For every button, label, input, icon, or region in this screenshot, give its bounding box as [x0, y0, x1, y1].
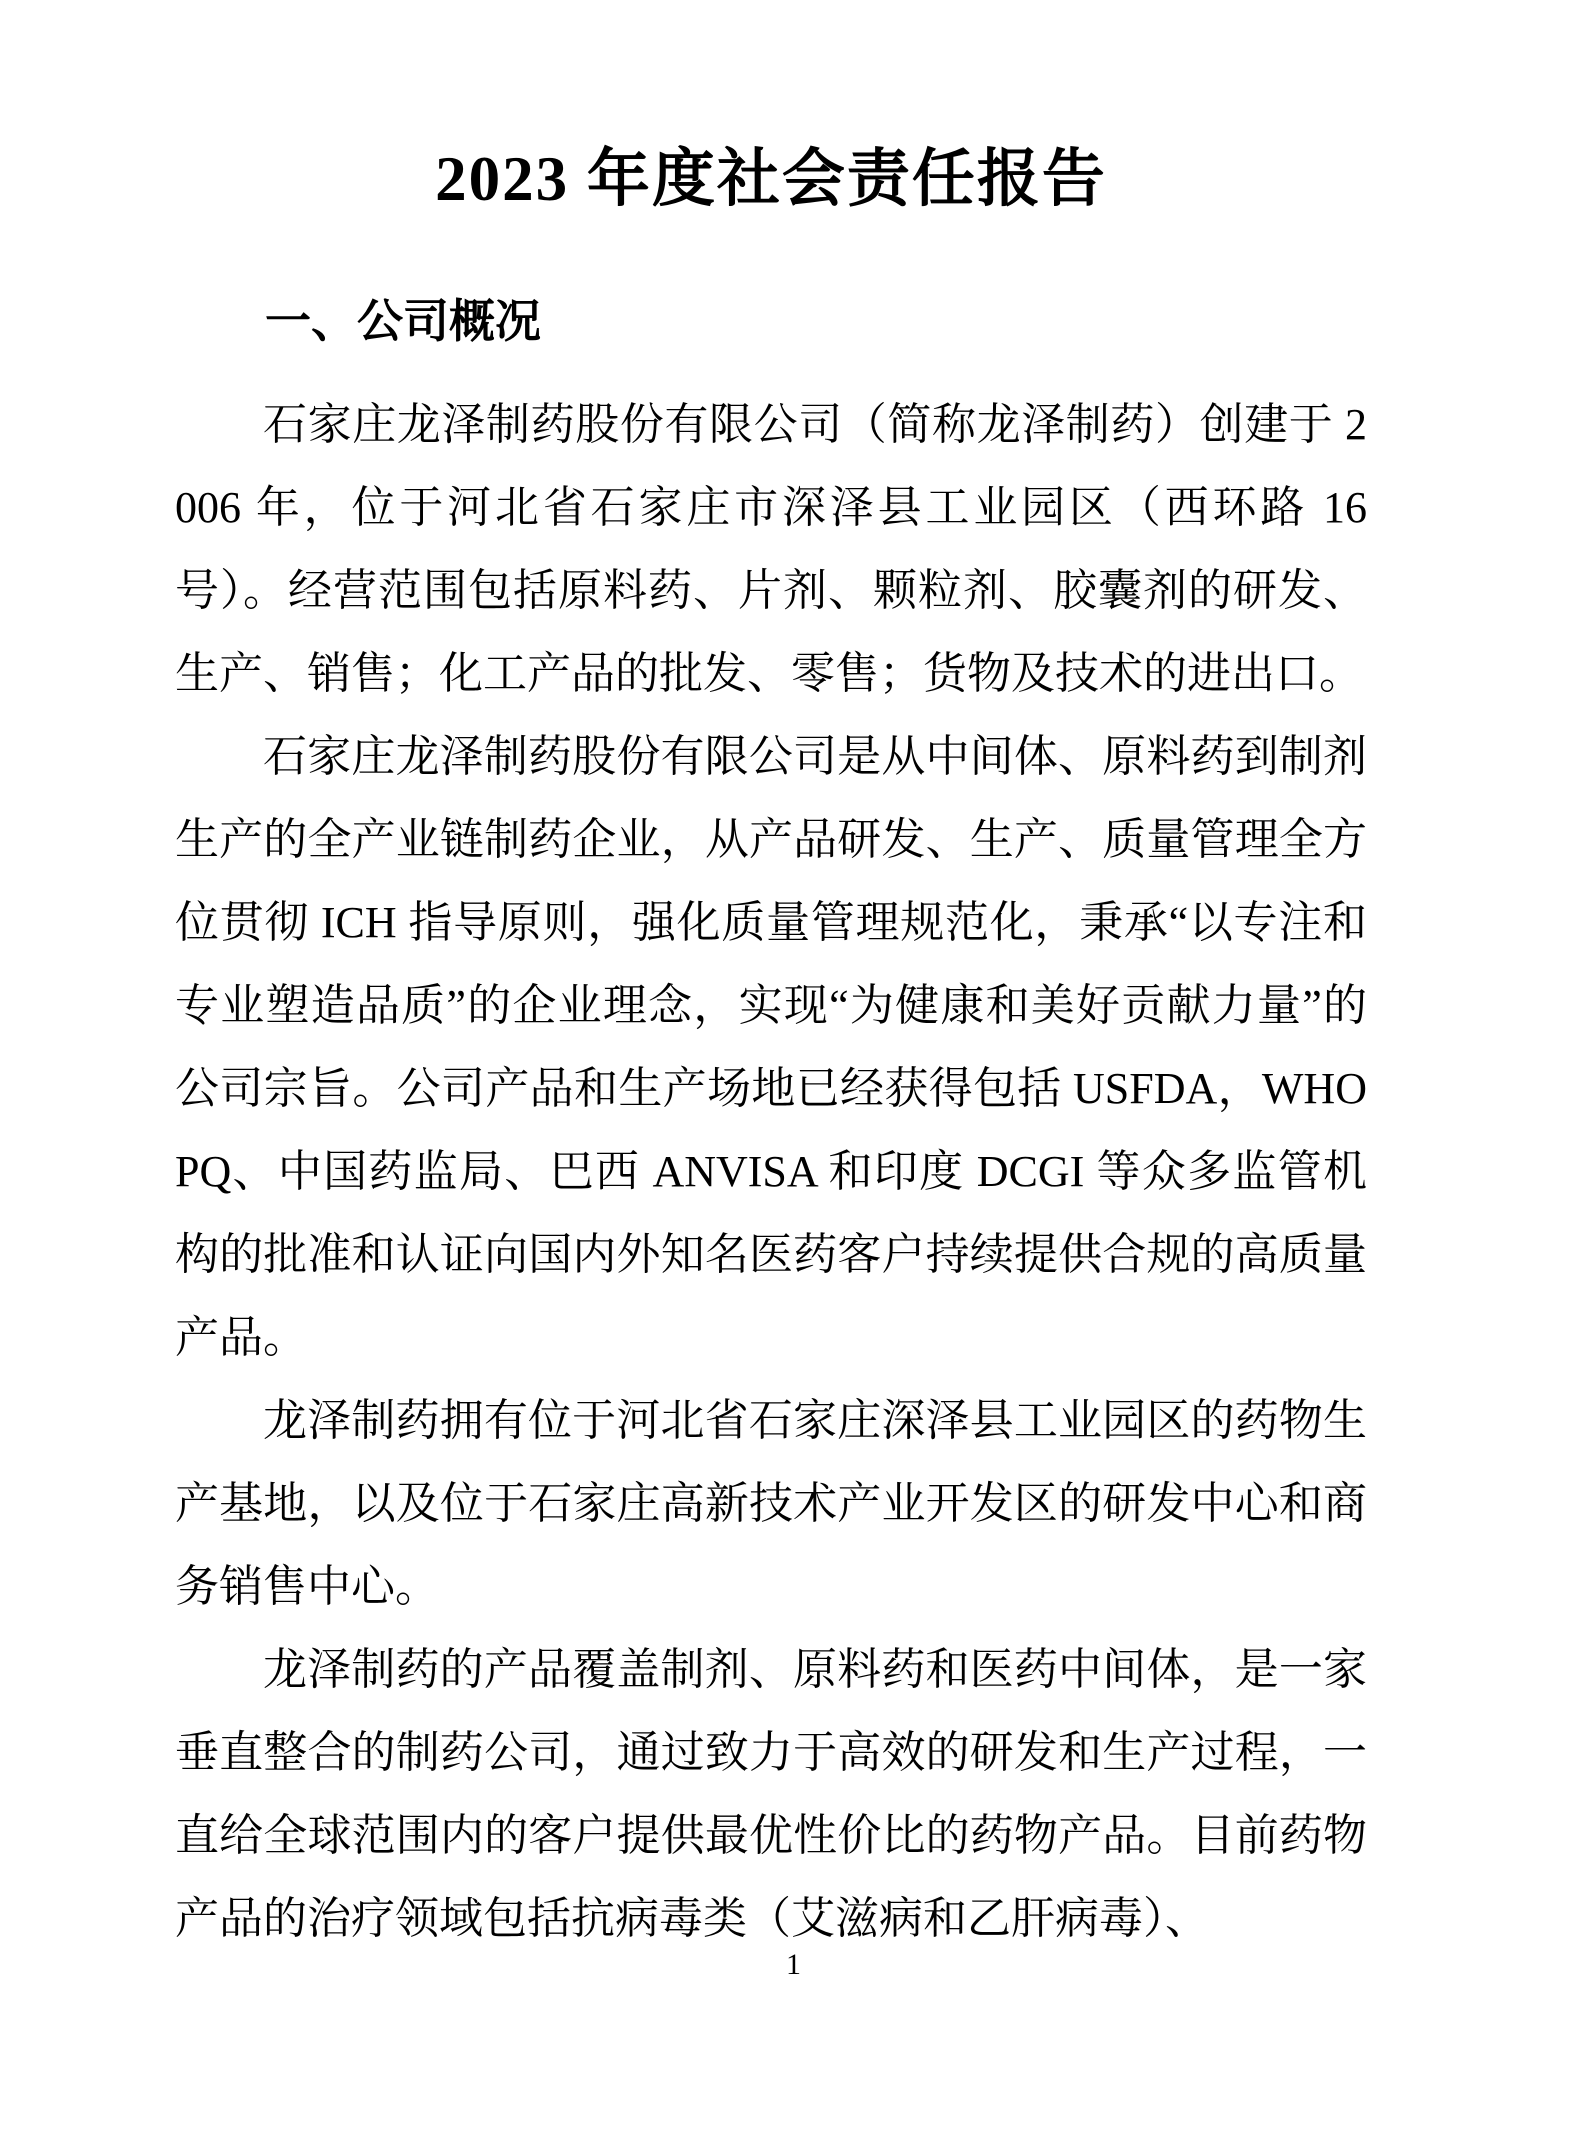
paragraph-full-chain-pharma: 石家庄龙泽制药股份有限公司是从中间体、原料药到制剂生产的全产业链制药企业，从产品研发、生产、质量管理全方位贯彻 ICH 指导原则，强化质量管理规范化，秉承“以专注和专业塑造品质”的企业理念，实现“为健康和美好贡献力量”的公司宗旨。公司产品和生产场地已经获得包括 USFDA，WHOPQ、中国药监局、巴西 ANVISA 和印度 DCGI 等众多监管机构的批准和认证向国内外知名医药客户持续提供合规的高质量产品。 — [175, 732, 1367, 1362]
paragraph-production-bases: 龙泽制药拥有位于河北省石家庄深泽县工业园区的药物生产基地，以及位于石家庄高新技术产业开发区的研发中心和商务销售中心。 — [175, 1396, 1367, 1611]
paragraph-company-founding: 石家庄龙泽制药股份有限公司（简称龙泽制药）创建于 2006 年，位于河北省石家庄市深泽县工业园区（西环路 16 号）。经营范围包括原料药、片剂、颗粒剂、胶囊剂的研发、生产、销售；化工产品的批发、零售；货物及技术的进出口。 — [175, 400, 1367, 698]
document-title: 2023 年度社会责任报告 — [435, 144, 1107, 214]
paragraph-product-coverage: 龙泽制药的产品覆盖制剂、原料药和医药中间体，是一家垂直整合的制药公司，通过致力于高效的研发和生产过程，一直给全球范围内的客户提供最优性价比的药物产品。目前药物产品的治疗领域包括抗病毒类（艾滋病和乙肝病毒）、 — [175, 1645, 1367, 1943]
body-text-block — [175, 383, 1367, 1960]
section-heading-company-overview: 一、公司概况 — [265, 296, 541, 347]
page-number: 1 — [786, 1948, 801, 1981]
